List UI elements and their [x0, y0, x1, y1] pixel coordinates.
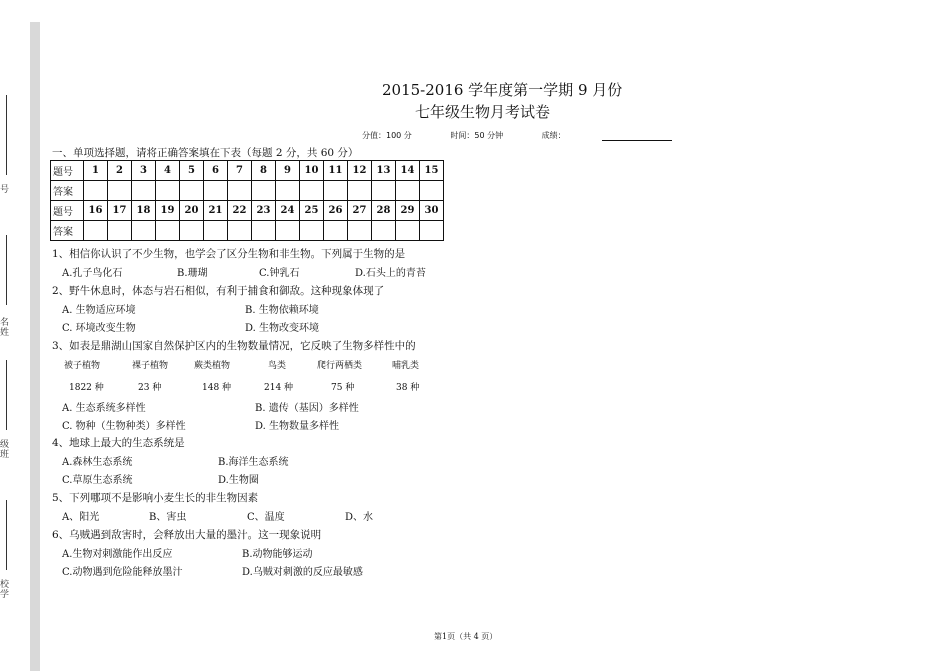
species-count: 1822 种 [69, 383, 104, 393]
question-number: 12 [348, 161, 372, 181]
question-4-stem: 4、地球上最大的生态系统是 [52, 437, 185, 449]
question-3-stem: 3、如表是鼎湖山国家自然保护区内的生物数量情况，它反映了生物多样性中的 [52, 340, 416, 352]
question-number: 15 [420, 161, 444, 181]
answer-cell[interactable] [204, 221, 228, 241]
question-4-option-d: D.生物圈 [218, 475, 259, 486]
answer-cell[interactable] [324, 221, 348, 241]
question-number: 26 [324, 201, 348, 221]
time-info: 时间：50 分钟 [450, 131, 504, 140]
row-label: 答案 [51, 221, 84, 241]
answer-cell[interactable] [132, 221, 156, 241]
section-heading: 一、单项选择题，请将正确答案填在下表（每题 2 分，共 60 分） [52, 147, 359, 159]
question-number: 20 [180, 201, 204, 221]
answer-cell[interactable] [396, 181, 420, 201]
question-6-option-b: B.动物能够运动 [242, 549, 313, 560]
question-number: 11 [324, 161, 348, 181]
answer-cell[interactable] [156, 221, 180, 241]
answer-cell[interactable] [108, 181, 132, 201]
species-count: 214 种 [264, 383, 294, 393]
grade-blank[interactable] [602, 132, 672, 141]
answer-cell[interactable] [132, 181, 156, 201]
question-number: 3 [132, 161, 156, 181]
question-number: 2 [108, 161, 132, 181]
gray-strip [30, 22, 40, 671]
question-number: 28 [372, 201, 396, 221]
answer-cell[interactable] [276, 221, 300, 241]
answer-cell[interactable] [180, 181, 204, 201]
table-row [51, 221, 444, 241]
exam-page [42, 0, 950, 671]
question-4-option-c: C.草原生态系统 [62, 475, 133, 486]
question-number: 10 [300, 161, 324, 181]
answer-cell[interactable] [180, 221, 204, 241]
exam-title-line1: 2015-2016 学年度第一学期 9 月份 [382, 81, 623, 99]
margin-line [6, 235, 7, 305]
question-1-option-b: B.珊瑚 [177, 268, 208, 279]
question-2-option-d: D. 生物改变环境 [245, 323, 320, 334]
question-number: 22 [228, 201, 252, 221]
answer-cell[interactable] [348, 221, 372, 241]
margin-line [6, 360, 7, 430]
page-footer: 第1页（共 4 页） [434, 632, 498, 641]
answer-cell[interactable] [228, 181, 252, 201]
question-number: 13 [372, 161, 396, 181]
answer-cell[interactable] [228, 221, 252, 241]
row-label: 题号 [51, 161, 84, 181]
question-5-option-a: A、阳光 [62, 512, 100, 523]
question-5-option-d: D、水 [345, 512, 374, 523]
row-label: 答案 [51, 181, 84, 201]
answer-cell[interactable] [396, 221, 420, 241]
question-2-option-b: B. 生物依赖环境 [245, 305, 319, 316]
binding-margin [0, 0, 42, 671]
question-number: 17 [108, 201, 132, 221]
margin-line [6, 95, 7, 175]
species-header: 裸子植物 [132, 361, 169, 371]
question-2-option-a: A. 生物适应环境 [62, 305, 136, 316]
side-label-class: 级班 [0, 440, 10, 460]
question-6-stem: 6、乌贼遇到敌害时，会释放出大量的墨汁。这一现象说明 [52, 529, 322, 541]
answer-cell[interactable] [372, 181, 396, 201]
question-number: 8 [252, 161, 276, 181]
answer-table [50, 160, 444, 241]
species-header: 被子植物 [64, 361, 101, 371]
answer-cell[interactable] [300, 221, 324, 241]
species-count: 148 种 [202, 383, 232, 393]
question-1-option-d: D.石头上的青苔 [355, 268, 426, 279]
question-1-option-c: C.钟乳石 [259, 268, 300, 279]
question-3-option-a: A. 生态系统多样性 [62, 403, 146, 414]
answer-cell[interactable] [252, 221, 276, 241]
answer-cell[interactable] [156, 181, 180, 201]
answer-cell[interactable] [204, 181, 228, 201]
question-1-option-a: A.孔子鸟化石 [62, 268, 123, 279]
question-number: 1 [84, 161, 108, 181]
question-number: 6 [204, 161, 228, 181]
table-row [51, 181, 444, 201]
species-header: 鸟类 [268, 361, 287, 371]
question-3-option-c: C. 物种（生物种类）多样性 [62, 421, 186, 432]
score-info: 分值：100 分 [362, 131, 412, 140]
question-number: 5 [180, 161, 204, 181]
question-4-option-a: A.森林生态系统 [62, 457, 133, 468]
answer-cell[interactable] [300, 181, 324, 201]
question-number: 7 [228, 161, 252, 181]
species-count: 23 种 [138, 383, 162, 393]
question-number: 30 [420, 201, 444, 221]
species-count: 75 种 [331, 383, 355, 393]
exam-info [362, 130, 708, 141]
question-number: 4 [156, 161, 180, 181]
species-count: 38 种 [396, 383, 420, 393]
answer-cell[interactable] [84, 221, 108, 241]
question-number: 19 [156, 201, 180, 221]
question-2-option-c: C. 环境改变生物 [62, 323, 136, 334]
species-header: 蕨类植物 [194, 361, 231, 371]
question-3-option-b: B. 遗传（基因）多样性 [255, 403, 359, 414]
grade-label: 成绩： [541, 131, 566, 140]
question-number: 21 [204, 201, 228, 221]
question-number: 18 [132, 201, 156, 221]
question-number: 14 [396, 161, 420, 181]
question-number: 29 [396, 201, 420, 221]
answer-cell[interactable] [372, 221, 396, 241]
answer-cell[interactable] [324, 181, 348, 201]
answer-cell[interactable] [276, 181, 300, 201]
question-4-option-b: B.海洋生态系统 [218, 457, 289, 468]
answer-cell[interactable] [420, 181, 444, 201]
question-number: 9 [276, 161, 300, 181]
question-1-stem: 1、相信你认识了不少生物，也学会了区分生物和非生物。下列属于生物的是 [52, 248, 406, 260]
question-number: 27 [348, 201, 372, 221]
side-label-name: 名姓 [0, 318, 10, 338]
question-number: 25 [300, 201, 324, 221]
answer-cell[interactable] [348, 181, 372, 201]
question-2-stem: 2、野牛休息时，体态与岩石相似，有利于捕食和御敌。这种现象体现了 [52, 285, 385, 297]
question-5-stem: 5、下列哪项不是影响小麦生长的非生物因素 [52, 492, 259, 504]
question-6-option-a: A.生物对刺激能作出反应 [62, 549, 173, 560]
margin-line [6, 500, 7, 570]
question-5-option-c: C、温度 [247, 512, 285, 523]
question-number: 24 [276, 201, 300, 221]
question-6-option-c: C.动物遇到危险能释放墨汁 [62, 567, 183, 578]
row-label: 题号 [51, 201, 84, 221]
question-number: 16 [84, 201, 108, 221]
side-label-number: 号 [0, 185, 10, 195]
question-3-option-d: D. 生物数量多样性 [255, 421, 340, 432]
question-5-option-b: B、害虫 [149, 512, 187, 523]
table-row [51, 161, 444, 181]
answer-cell[interactable] [252, 181, 276, 201]
exam-title-line2: 七年级生物月考试卷 [415, 103, 551, 121]
question-number: 23 [252, 201, 276, 221]
question-6-option-d: D.乌贼对刺激的反应最敏感 [242, 567, 363, 578]
answer-cell[interactable] [420, 221, 444, 241]
table-row [51, 201, 444, 221]
side-label-school: 校学 [0, 580, 10, 600]
answer-cell[interactable] [84, 181, 108, 201]
answer-cell[interactable] [108, 221, 132, 241]
species-header: 哺乳类 [392, 361, 420, 371]
species-header: 爬行两栖类 [317, 361, 363, 371]
